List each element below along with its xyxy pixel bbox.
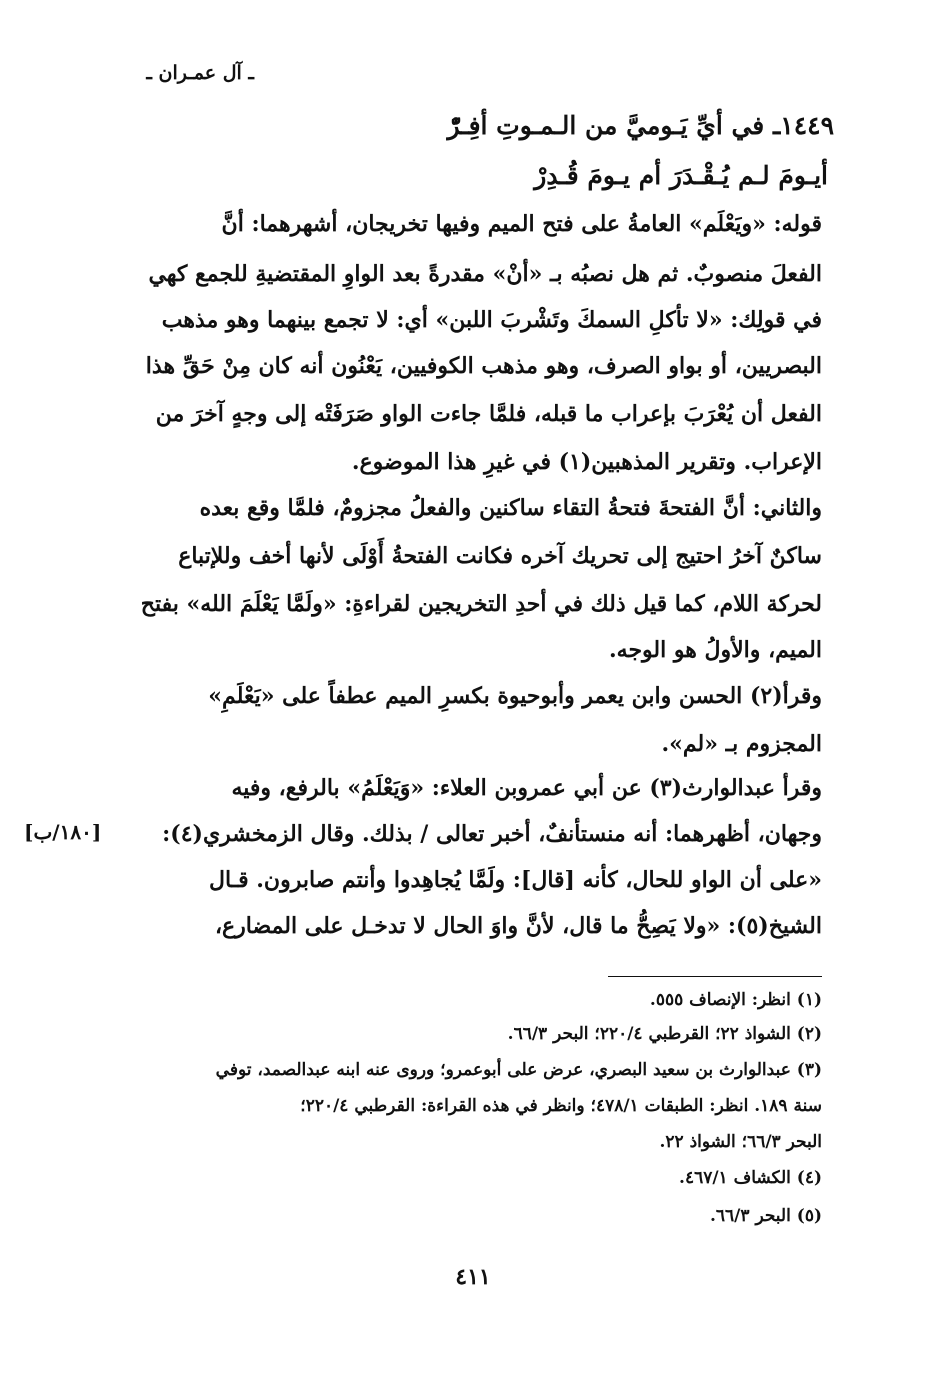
body-line-11: وقرأ(٢) الحسن وابن يعمر وأبوحيوة بكسرِ الميم عطفاً على «يَعْلَمِ» (208, 683, 822, 709)
body-line-14: وجهان، أظهرهما: أنه منستأنفٌ، أخبر تعالى / بذلك. وقال الزمخشري(٤): (162, 821, 822, 847)
body-line-8: ساكنٌ آخرُ احتيج إلى تحريك آخره فكانت الفتحةُ أَوْلَى لأنها أخف وللإتباع (178, 543, 822, 569)
body-line-4: البصريين، أو بواو الصرف، وهو مذهب الكوفيين، يَعْنُون أنه كان مِنْ حَقِّ هذا (145, 353, 822, 379)
body-line-1: قوله: «ويَعْلَم» العامةُ على فتح الميم وفيها تخريجان، أشهرهما: أنَّ (221, 211, 822, 237)
verse-line-1: ١٤٤٩ـ في أيِّ يَـوميَّ من الـمـوتِ أفِـرّْ (447, 111, 834, 140)
manuscript-folio-marker: [١٨٠/ب] (24, 820, 102, 844)
body-line-12: المجزوم بـ «لم». (661, 731, 822, 757)
footnote-5: (٥) البحر ٦٦/٣. (710, 1206, 822, 1226)
footnote-4: (٤) الكشاف ٤٦٧/١. (679, 1168, 822, 1188)
footnote-separator (608, 976, 822, 977)
body-line-6: الإعراب. وتقرير المذهبين(١) في غيرِ هذا الموضوع. (351, 449, 822, 475)
footnote-3-line-1: (٣) عبدالوارث بن سعيد البصري، عرض على أبوعمرو؛ وروى عنه ابنه عبدالصمد، توفي (215, 1060, 822, 1080)
body-line-2: الفعلَ منصوبٌ. ثم هل نصبُه بـ «أنْ» مقدرةً بعد الواوِ المقتضيةِ للجمع كهي (148, 261, 822, 287)
body-line-5: الفعل أن يُعْرَبَ بإعراب ما قبله، فلمَّا جاءت الواو صَرَفَتْه إلى وجهٍ آخرَ من (155, 401, 822, 427)
body-line-16: الشيخ(٥): «ولا يَصِحُّ ما قال، لأنَّ واوَ الحال لا تدخـل على المضارع، (214, 913, 822, 939)
footnote-1: (١) انظر: الإنصاف ٥٥٥. (649, 990, 822, 1010)
footnote-2: (٢) الشواذ ٢٢؛ القرطبي ٢٢٠/٤؛ البحر ٦٦/٣. (507, 1024, 822, 1044)
footnote-3-line-3: البحر ٦٦/٣؛ الشواذ ٢٢. (659, 1132, 822, 1152)
body-line-3: في قولِك: «لا تأكلِ السمكَ وتَشْربَ اللبن» أي: لا تجمع بينهما وهو مذهب (161, 307, 822, 333)
footnote-3-line-2: سنة ١٨٩. انظر: الطبقات ٤٧٨/١؛ وانظر في هذه القراءة: القرطبي ٢٢٠/٤؛ (300, 1096, 822, 1116)
body-line-9: لحركة اللام، كما قيل ذلك في أحدِ التخريجين لقراءةِ: «ولَمَّا يَعْلَمَ الله» بفتح (140, 591, 822, 617)
body-line-10: الميم، والأولُ هو الوجه. (609, 637, 822, 663)
body-line-13: وقرأ عبدالوارث(٣) عن أبي عمروبن العلاء: «وَيَعْلَمُ» بالرفع، وفيه (231, 775, 822, 801)
running-header: ـ آل عمـران ـ (146, 62, 254, 84)
verse-line-2: أيـومَ لـم يُـقْـدَرَ أم يـومَ قُـدِرْ (534, 161, 828, 190)
body-line-7: والثاني: أنَّ الفتحةَ فتحةُ التقاء ساكنين والفعلُ مجزومٌ، فلمَّا وقع بعده (199, 495, 822, 521)
page-number: ٤١١ (455, 1264, 491, 1290)
body-line-15: «على أن الواو للحال، كأنه [قال]: ولَمَّا يُجاهِدوا وأنتم صابرون. قـال (208, 867, 822, 893)
